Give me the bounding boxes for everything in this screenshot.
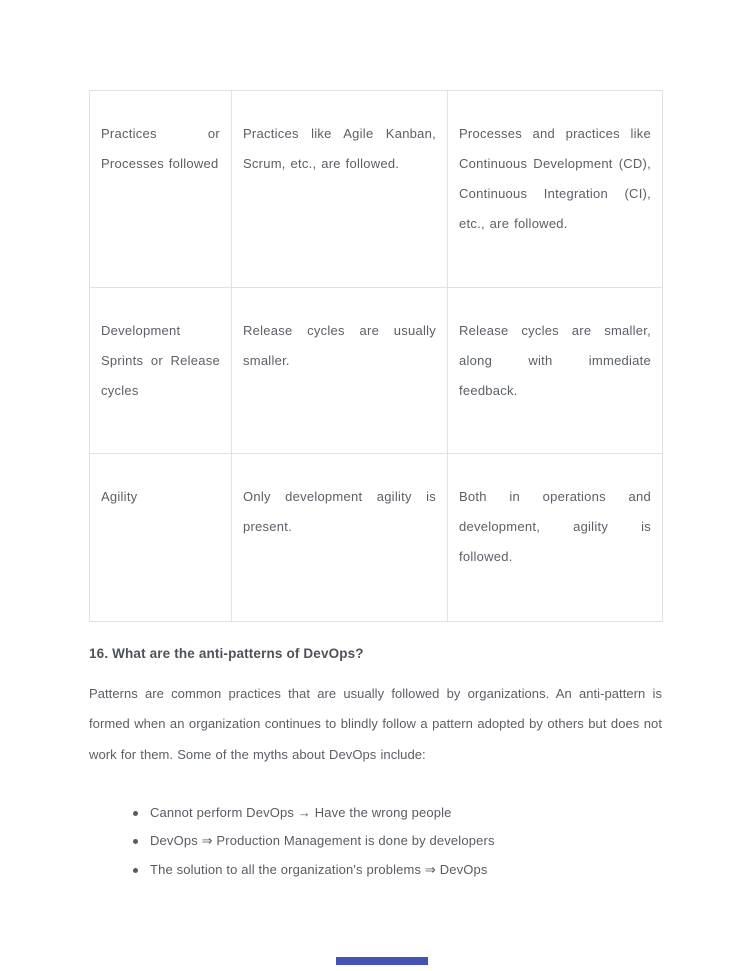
table-row (90, 91, 663, 288)
table-cell-agile: Only development agility is present. (232, 454, 448, 622)
page-accent-bar (336, 957, 428, 965)
bullet-dot-icon (133, 868, 138, 873)
question-heading: 16. What are the anti-patterns of DevOps? (89, 646, 364, 661)
table-cell-category: Development Sprints or Release cycles (90, 288, 232, 454)
table-cell-category: Agility (90, 454, 232, 622)
table-cell-agile: Release cycles are usually smaller. (232, 288, 448, 454)
table-row (90, 454, 663, 622)
list-item-text: Cannot perform DevOps → Have the wrong people (150, 805, 452, 820)
table-row (90, 288, 663, 454)
anti-patterns-bullet-list (133, 799, 653, 884)
list-item (133, 799, 653, 827)
table-cell-agile: Practices like Agile Kanban, Scrum, etc., are followed. (232, 91, 448, 288)
intro-paragraph: Patterns are common practices that are usually followed by organizations. An anti-pattern is formed when an organization continues to blindly follow a pattern adopted by others but does not work for them. Some of the myths about DevOps include: (89, 686, 662, 762)
list-item (133, 827, 653, 855)
table-cell-devops: Release cycles are smaller, along with immediate feedback. (448, 288, 663, 454)
bullet-dot-icon (133, 811, 138, 816)
table-cell-devops: Processes and practices like Continuous Development (CD), Continuous Integration (CI), etc., are followed. (448, 91, 663, 288)
list-item (133, 856, 653, 884)
table-cell-devops: Both in operations and development, agility is followed. (448, 454, 663, 622)
table-cell-category: Practices or Processes followed (90, 91, 232, 288)
list-item-text: DevOps ⇒ Production Management is done by developers (150, 833, 495, 849)
agile-vs-devops-comparison-table (89, 90, 663, 622)
list-item-text: The solution to all the organization's problems ⇒ DevOps (150, 861, 488, 877)
bullet-dot-icon (133, 839, 138, 844)
